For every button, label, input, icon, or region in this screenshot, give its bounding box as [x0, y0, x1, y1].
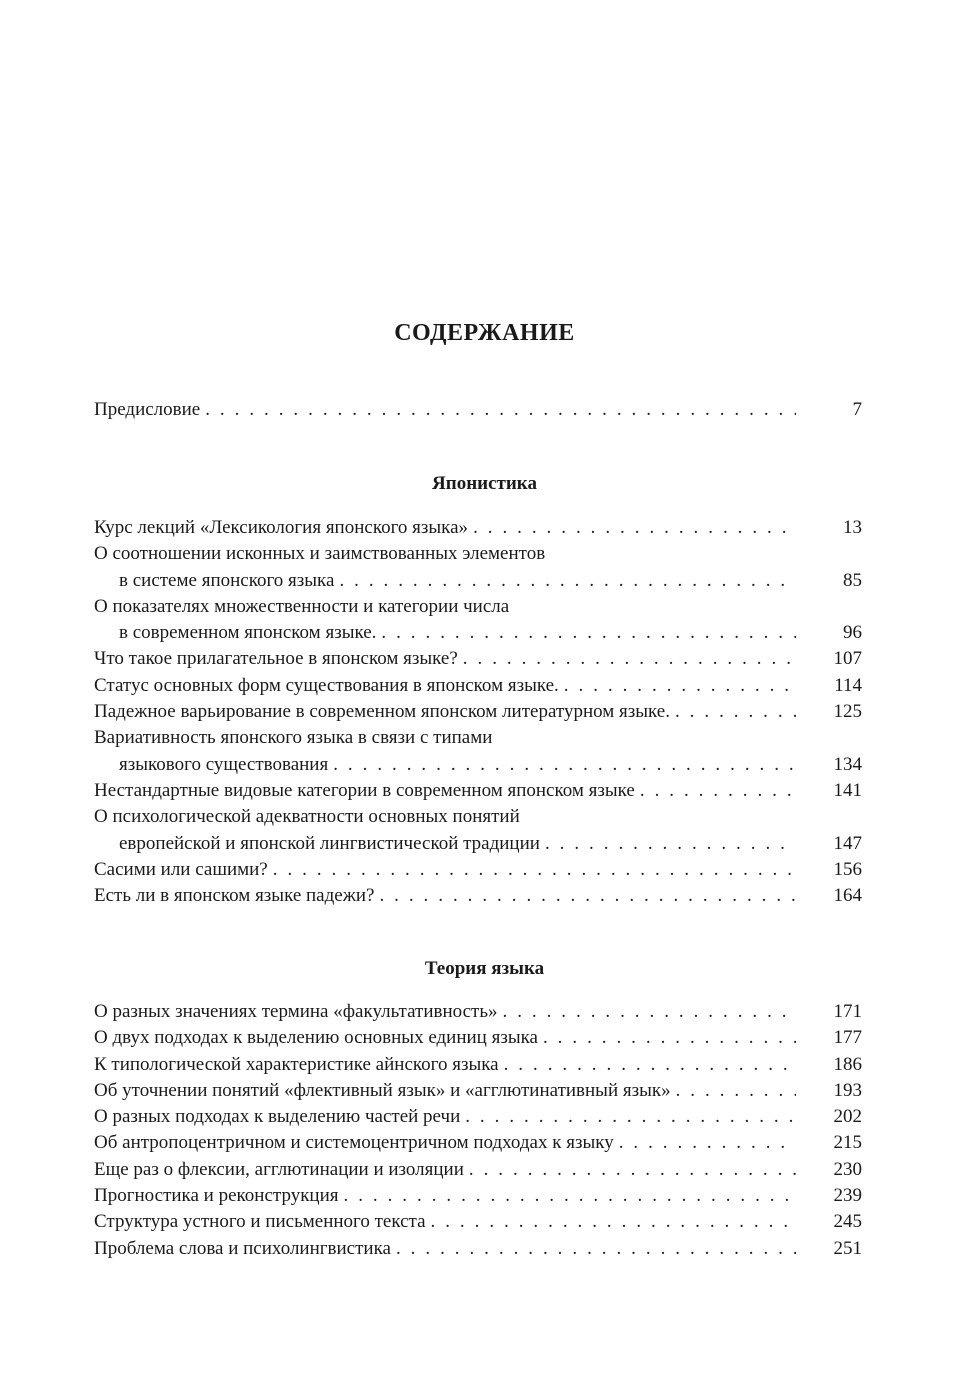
dot-leader [559, 673, 796, 699]
dot-leader [374, 883, 796, 909]
toc-entry-title: О психологической адекватности основных понятий [94, 806, 520, 828]
section-heading: Теория языка [424, 958, 545, 979]
toc-page-number: 215 [833, 1132, 862, 1154]
dot-leader [268, 857, 796, 883]
toc-page-number: 114 [834, 674, 862, 696]
toc-entry[interactable] [94, 883, 862, 909]
dot-leader [538, 1025, 796, 1051]
toc-section-language-theory [94, 999, 862, 1262]
toc-page-number: 164 [833, 885, 862, 907]
dot-leader [376, 620, 796, 646]
toc-entry-title: Структура устного и письменного текста [94, 1211, 426, 1233]
toc-entry[interactable] [94, 804, 862, 857]
toc-entry[interactable] [94, 1104, 862, 1130]
page-title: СОДЕРЖАНИЕ [394, 320, 575, 346]
toc-entry-title: О разных значениях термина «факультативность» [94, 1001, 498, 1022]
toc-entry-title: Сасими или сашими? [94, 858, 268, 880]
dot-leader [540, 831, 796, 857]
dot-leader [635, 778, 796, 804]
toc-entry-title: Статус основных форм существования в японском языке. [94, 674, 559, 696]
toc-entry-title: Проблема слова и психолингвистика [94, 1237, 391, 1259]
toc-entry-title: в системе японского языка [119, 569, 335, 591]
toc-page-number: 85 [843, 569, 862, 591]
toc-entry[interactable] [94, 1157, 862, 1183]
toc-page-number: 177 [833, 1027, 862, 1049]
dot-leader [464, 1157, 796, 1183]
toc-page-number: 202 [833, 1106, 862, 1128]
toc-entry[interactable] [94, 646, 862, 672]
toc-entry[interactable] [94, 1078, 862, 1104]
toc-entry-title: О двух подходах к выделению основных единиц языка [94, 1027, 538, 1049]
toc-entry[interactable] [94, 725, 862, 778]
toc-page-number: 141 [833, 779, 862, 801]
toc-page-number: 193 [833, 1079, 862, 1101]
dot-leader [498, 999, 797, 1025]
toc-page-number: 96 [843, 622, 862, 644]
toc-page-number: 171 [833, 1001, 862, 1022]
toc-entry-title: Что такое прилагательное в японском языке? [94, 648, 458, 670]
toc-page-number: 156 [833, 858, 862, 880]
toc-entry-title: Прогностика и реконструкция [94, 1185, 339, 1207]
dot-leader [670, 699, 796, 725]
toc-page-number: 134 [833, 753, 862, 775]
toc-entry-title: О разных подходах к выделению частей речи [94, 1106, 461, 1128]
toc-entry-title: К типологической характеристике айнского языка [94, 1053, 499, 1075]
dot-leader [468, 515, 796, 541]
toc-page-number: 186 [833, 1053, 862, 1075]
toc-page-number: 125 [833, 701, 862, 723]
toc-entry[interactable] [94, 1209, 862, 1235]
toc-entry[interactable] [94, 673, 862, 699]
toc-entry[interactable] [94, 857, 862, 883]
toc-preface [94, 397, 862, 423]
dot-leader [200, 397, 796, 423]
toc-entry[interactable] [94, 699, 862, 725]
toc-entry-title: О соотношении исконных и заимствованных элементов [94, 543, 546, 565]
toc-entry-title: Об уточнении понятий «флективный язык» и «агглютинативный язык» [94, 1079, 671, 1101]
dot-leader [460, 1104, 796, 1130]
toc-entry[interactable] [94, 1052, 862, 1078]
dot-leader [614, 1130, 796, 1156]
toc-entry[interactable] [94, 541, 862, 594]
dot-leader [328, 752, 796, 778]
toc-entry[interactable] [94, 1130, 862, 1156]
dot-leader [499, 1052, 796, 1078]
dot-leader [391, 1236, 796, 1262]
toc-entry-title: Нестандартные видовые категории в современном японском языке [94, 779, 635, 801]
toc-page-number: 107 [833, 648, 862, 670]
toc-entry-title: Есть ли в японском языке падежи? [94, 885, 375, 907]
toc-entry-title: О показателях множественности и категории числа [94, 595, 510, 617]
dot-leader [458, 646, 796, 672]
toc-entry[interactable] [94, 594, 862, 647]
toc-entry[interactable] [94, 1025, 862, 1051]
toc-entry-title: Об антропоцентричном и системоцентричном подходах к языку [94, 1132, 614, 1154]
toc-entry[interactable] [94, 515, 862, 541]
toc-entry[interactable] [94, 778, 862, 804]
toc-page-number: 147 [833, 832, 862, 854]
toc-page-number: 13 [843, 517, 862, 538]
toc-entry-title: Курс лекций «Лексикология японского языка» [94, 517, 469, 538]
toc-page-number: 251 [833, 1237, 862, 1259]
dot-leader [426, 1209, 796, 1235]
toc-entry[interactable] [94, 397, 862, 423]
toc-entry-title: Еще раз о флексии, агглютинации и изоляции [94, 1158, 464, 1180]
toc-page-number: 239 [833, 1185, 862, 1207]
dot-leader [339, 1183, 797, 1209]
toc-entry-title: Вариативность японского языка в связи с типами [94, 727, 493, 749]
dot-leader [334, 568, 796, 594]
toc-page-number: 245 [833, 1211, 862, 1233]
toc-entry-title: Падежное варьирование в современном японском литературном языке. [94, 701, 670, 723]
dot-leader [671, 1078, 796, 1104]
toc-entry-title: языкового существования [119, 753, 329, 775]
toc-page-number: 230 [833, 1158, 862, 1180]
toc-entry-title: Предисловие [94, 399, 201, 420]
toc-page-number: 7 [852, 399, 862, 420]
toc-entry[interactable] [94, 1236, 862, 1262]
section-heading: Японистика [432, 473, 537, 494]
toc-entry-title: европейской и японской лингвистической традиции [119, 832, 540, 854]
toc-section-japanese-studies [94, 515, 862, 909]
toc-entry-title: в современном японском языке. [119, 622, 377, 644]
toc-entry[interactable] [94, 1183, 862, 1209]
toc-entry[interactable] [94, 999, 862, 1025]
